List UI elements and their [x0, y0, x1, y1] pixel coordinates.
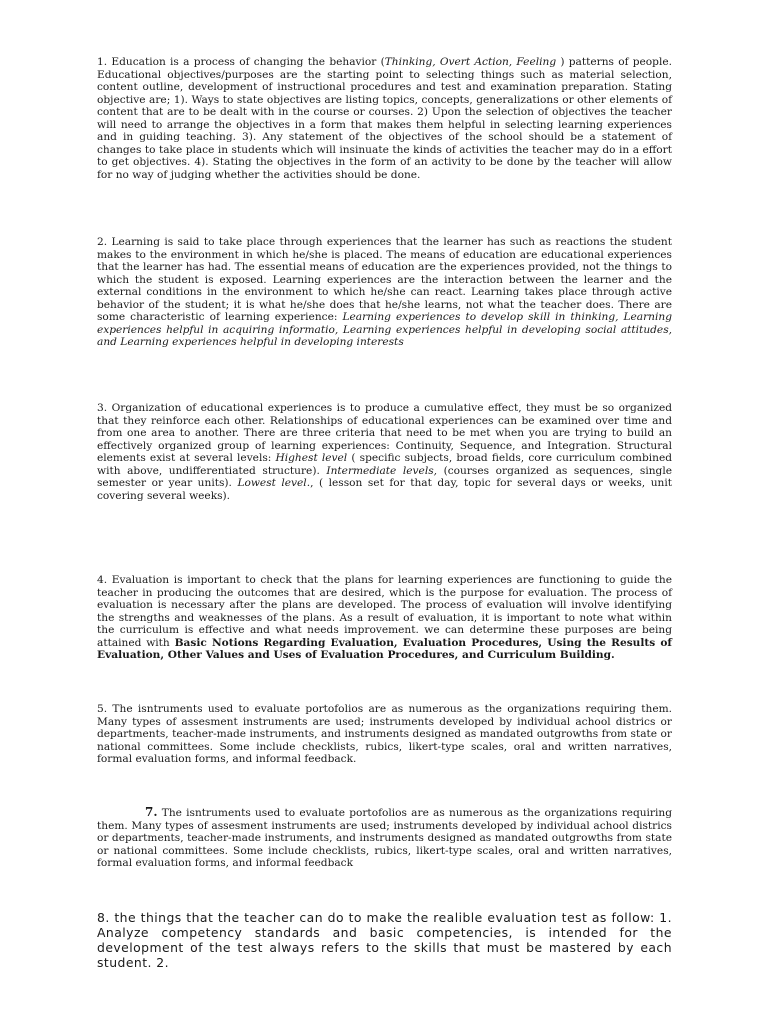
paragraph-3-text-d: ., ( lesson set for that day, topic for several days or weeks, unit covering several weeks).: [97, 477, 672, 502]
paragraph-2: [97, 236, 672, 349]
paragraph-3-italic-highest: Highest level: [275, 452, 348, 464]
paragraph-1-text-b: ) patterns of people. Educational objectives/purposes are the starting point to selecting things such as material selection, content outline, development of instructional procedures and test and examination preparation. Stating objective are; 1). Ways to state objectives are listing topics, concepts, generalizations or other elements of content that are to be dealt with in the course or courses. 2) Upon the selection of objectives the teacher will need to arrange the objectives in a form that makes them helpful in selecting learning experiences and in guiding teaching. 3). Any statement of the objectives of the school should be a statement of changes to take place in students which will insinuate the kinds of activities the teacher may do in a effort to get objectives. 4). Stating the objectives in the form of an activity to be done by the teacher will allow for no way of judging whether the activities should be done.: [97, 56, 672, 181]
paragraph-3: [97, 402, 672, 502]
paragraph-7-indent: [97, 807, 145, 819]
paragraph-4-text: 4. Evaluation is important to check that the plans for learning experiences are functioning to guide the teacher in producing the outcomes that are desired, which is the purpose for evaluation. The process of evaluation is necessary after the plans are developed. The process of evaluation will involve identifying the strengths and weaknesses of the plans. As a result of evaluation, it is important to note what within the curriculum is effective and what needs improvement. we can determine these purposes are being attained with: [97, 574, 672, 649]
paragraph-5: [97, 703, 672, 766]
paragraph-3-text-b: ( specific subjects, broad fields, core curriculum combined with above, undifferentiated structure).: [97, 452, 672, 477]
paragraph-3-italic-intermediate: Intermediate levels,: [326, 464, 438, 477]
paragraph-3-text-c: (courses organized as sequences, single semester or year units).: [97, 464, 672, 489]
paragraph-7: [97, 806, 672, 870]
paragraph-2-italic: Learning experiences to develop skill in thinking, Learning experiences helpful in acquiring informatio, Learning experiences helpful in developing social attitudes, and Learning experiences helpful in developing interests: [97, 311, 673, 348]
paragraph-1-italic: Thinking, Overt Action, Feeling: [384, 56, 557, 68]
paragraph-8-text: 8. the things that the teacher can do to make the realible evaluation test as follow: 1. Analyze competency standards and basic competencies, is intended for the development of the test always refers to the skills that must be mastered by each student. 2.: [97, 910, 672, 970]
paragraph-5-text: 5. The isntruments used to evaluate portofolios are as numerous as the organizations requiring them. Many types of assesment instruments are used; instruments developed by individual achool districs or departments, teacher-made instruments, and instruments designed as mandated outgrowths from state or national committees. Some include checklists, rubics, likert-type scales, oral and written narratives, formal evaluation forms, and informal feedback.: [97, 703, 672, 765]
paragraph-8: [97, 910, 672, 970]
paragraph-1: [97, 56, 672, 181]
paragraph-2-text: 2. Learning is said to take place through experiences that the learner has such as reactions the student makes to the environment in which he/she is placed. The means of education are educational experiences that the learner has had. The essential means of education are the experiences provided, not the things to which the student is exposed. Learning experiences are the interaction between the learner and the external conditions in the environment to which he/she can react. Learning takes place through active behavior of the student; it is what he/she does that he/she learns, not what the teacher does. There are some characteristic of learning experience:: [97, 236, 672, 323]
paragraph-1-text-a: 1. Education is a process of changing the behavior (: [97, 56, 385, 68]
paragraph-7-text: The isntruments used to evaluate portofolios are as numerous as the organizations requiring them. Many types of assesment instruments are used; instruments developed by individual achool districs or departments, teacher-made instruments, and instruments designed as mandated outgrowths from state or national committees. Some include checklists, rubics, likert-type scales, oral and written narratives, formal evaluation forms, and informal feedback: [97, 807, 672, 869]
paragraph-3-italic-lowest: Lowest level: [237, 477, 307, 489]
paragraph-4-bold: Basic Notions Regarding Evaluation, Evaluation Procedures, Using the Results of Evaluation, Other Values and Uses of Evaluation Procedures, and Curriculum Building.: [97, 636, 672, 661]
paragraph-7-number: 7.: [145, 805, 158, 819]
paragraph-4: [97, 574, 672, 662]
paragraph-3-text-a: 3. Organization of educational experiences is to produce a cumulative effect, they must be so organized that they reinforce each other. Relationships of educational experiences can be examined over time and from one area to another. There are three criteria that need to be met when you are trying to build an effectively organized group of learning experiences: Continuity, Sequence, and Integration. Structural elements exist at several levels:: [97, 402, 672, 464]
